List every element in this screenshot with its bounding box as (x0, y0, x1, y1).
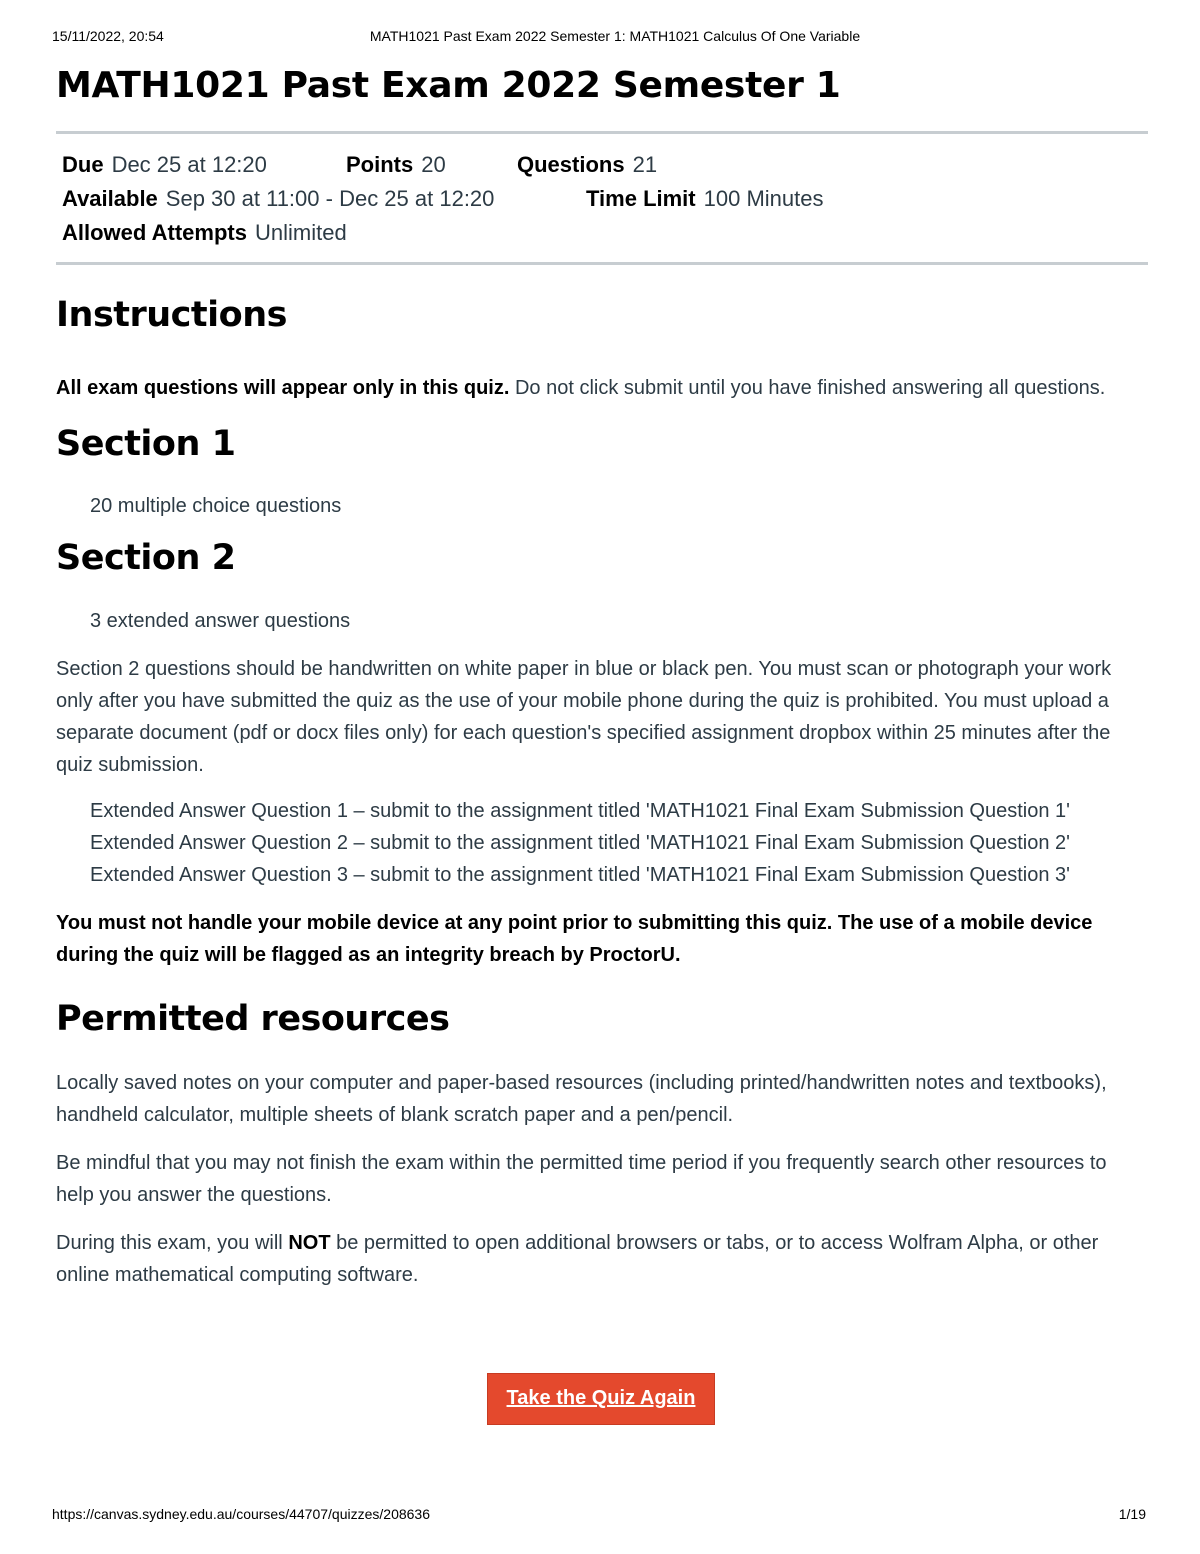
time-limit-detail (586, 182, 823, 216)
attempts-detail (62, 216, 347, 250)
print-doc-title: MATH1021 Past Exam 2022 Semester 1: MATH1021 Calculus Of One Variable (369, 28, 861, 44)
attempts-value: Unlimited (254, 220, 347, 245)
details-row (62, 216, 1142, 250)
questions-value: 21 (632, 152, 658, 177)
instructions-intro (56, 372, 1148, 404)
extended-answer-item: Extended Answer Question 1 – submit to the assignment titled 'MATH1021 Final Exam Submission Question 1' (90, 800, 1070, 822)
divider (56, 262, 1148, 265)
section1-text: 20 multiple choice questions (90, 495, 342, 517)
available-detail (62, 182, 494, 216)
questions-label: Questions (517, 152, 625, 177)
questions-detail (517, 148, 657, 182)
page-number: 1/19 (1118, 1506, 1146, 1522)
points-value: 20 (421, 152, 446, 177)
available-value: Sep 30 at 11:00 - Dec 25 at 12:20 (165, 186, 495, 211)
quiz-button-wrapper (0, 1373, 1200, 1425)
print-header (52, 28, 1148, 48)
instructions-intro-bold: All exam questions will appear only in this quiz. (56, 377, 510, 399)
quiz-content (56, 64, 1148, 1291)
print-footer (52, 1506, 1148, 1526)
resources-paragraph: Locally saved notes on your computer and paper-based resources (including printed/handwritten notes and textbooks), handheld calculator, multiple sheets of blank scratch paper and a pen/pencil. (56, 1072, 1107, 1126)
time-limit-value: 100 Minutes (703, 186, 824, 211)
section2-heading: Section 2 (56, 538, 236, 578)
take-quiz-again-button[interactable]: Take the Quiz Again (487, 1373, 716, 1425)
due-value: Dec 25 at 12:20 (111, 152, 267, 177)
print-datetime: 15/11/2022, 20:54 (52, 28, 164, 44)
mobile-device-warning: You must not handle your mobile device at any point prior to submitting this quiz. The use of a mobile device during the quiz will be flagged as an integrity breach by ProctorU. (56, 912, 1093, 966)
instructions-intro-rest: Do not click submit until you have finished answering all questions. (509, 377, 1106, 399)
instructions-heading: Instructions (56, 295, 287, 335)
quiz-instructions (56, 295, 1148, 1291)
page-title: MATH1021 Past Exam 2022 Semester 1 (56, 65, 841, 106)
section1-heading: Section 1 (56, 424, 236, 464)
points-detail (346, 148, 446, 182)
resources-paragraph (56, 1227, 1148, 1291)
quiz-details (56, 134, 1148, 262)
points-label: Points (346, 152, 414, 177)
time-limit-label: Time Limit (586, 186, 696, 211)
resources-p3-before: During this exam, you will (56, 1232, 289, 1254)
section2-paragraph: Section 2 questions should be handwritten on white paper in blue or black pen. You must scan or photograph your work only after you have submitted the quiz as the use of your mobile phone during the quiz is prohibited. You must upload a separate document (pdf or docx files only) for each question's specified assignment dropbox within 25 minutes after the quiz submission. (56, 658, 1112, 776)
details-row (62, 148, 1142, 182)
due-label: Due (62, 152, 104, 177)
extended-answer-item: Extended Answer Question 3 – submit to the assignment titled 'MATH1021 Final Exam Submission Question 3' (90, 864, 1070, 886)
extended-answer-item: Extended Answer Question 2 – submit to the assignment titled 'MATH1021 Final Exam Submission Question 2' (90, 832, 1070, 854)
extended-answer-list (56, 795, 1148, 891)
due-detail (62, 148, 267, 182)
resources-p3-bold: NOT (288, 1232, 331, 1254)
resources-p3-after: be permitted to open additional browsers or tabs, or to access Wolfram Alpha, or other online mathematical computing software. (56, 1232, 1099, 1286)
resources-heading: Permitted resources (56, 999, 450, 1039)
section2-text: 3 extended answer questions (90, 610, 351, 632)
details-row (62, 182, 1142, 216)
print-url: https://canvas.sydney.edu.au/courses/44707/quizzes/208636 (52, 1506, 430, 1522)
attempts-label: Allowed Attempts (62, 220, 247, 245)
available-label: Available (62, 186, 158, 211)
resources-paragraph: Be mindful that you may not finish the exam within the permitted time period if you frequently search other resources to help you answer the questions. (56, 1152, 1107, 1206)
